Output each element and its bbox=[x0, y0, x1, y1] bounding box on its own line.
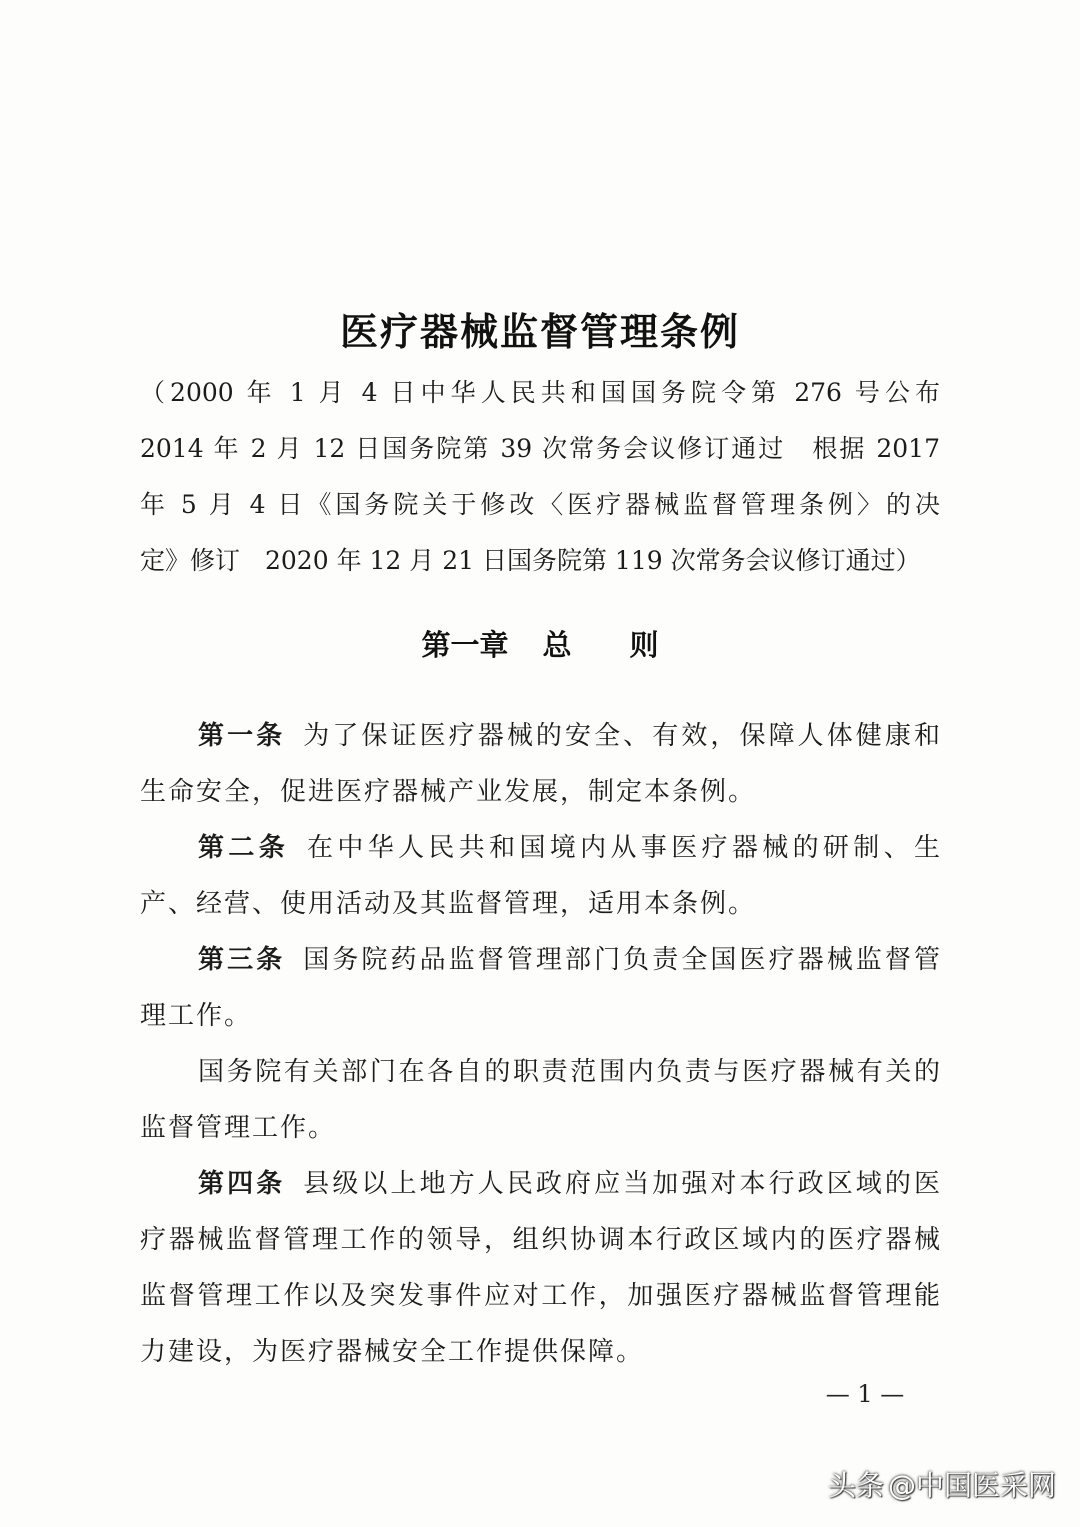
article-4-label: 第四条 bbox=[198, 1169, 286, 1199]
article-1-line: 生命安全，促进医疗器械产业发展，制定本条例。 bbox=[140, 777, 757, 807]
article-4-line: 疗器械监督管理工作的领导，组织协调本行政区域内的医疗器械 bbox=[140, 1225, 940, 1255]
revision-note-line: 2014 年 2 月 12 日国务院第 39 次常务会议修订通过 根据 2017 bbox=[140, 434, 940, 463]
article-3-line: 理工作。 bbox=[140, 1001, 253, 1031]
article-2-line bbox=[140, 820, 940, 876]
source-watermark bbox=[828, 1466, 1056, 1506]
article-1-line bbox=[140, 708, 940, 764]
page-number: — 1 — bbox=[825, 1380, 905, 1408]
article-4-line: 监督管理工作以及突发事件应对工作，加强医疗器械监督管理能 bbox=[140, 1281, 940, 1311]
articles bbox=[140, 708, 940, 1380]
article-4-text: 县级以上地方人民政府应当加强对本行政区域的医 bbox=[303, 1169, 940, 1199]
article-1-text: 为了保证医疗器械的安全、有效，保障人体健康和 bbox=[303, 721, 940, 751]
document-title: 医疗器械监督管理条例 bbox=[339, 309, 740, 354]
chapter-name-a: 总 bbox=[542, 628, 572, 662]
article-3-label: 第三条 bbox=[198, 945, 286, 975]
article-3-text: 国务院药品监督管理部门负责全国医疗器械监督管 bbox=[303, 945, 940, 975]
article-2-label: 第二条 bbox=[198, 833, 290, 863]
chapter-heading bbox=[0, 617, 1080, 673]
article-3-paragraph-2-line: 国务院有关部门在各自的职责范围内负责与医疗器械有关的 bbox=[198, 1057, 940, 1087]
article-4-line: 力建设，为医疗器械安全工作提供保障。 bbox=[140, 1337, 645, 1367]
revision-note bbox=[140, 365, 940, 589]
article-1-label: 第一条 bbox=[198, 721, 286, 751]
article-3-paragraph-2-line: 监督管理工作。 bbox=[140, 1113, 337, 1143]
article-4-line bbox=[140, 1156, 940, 1212]
revision-note-line: （2000 年 1 月 4 日中华人民共和国国务院令第 276 号公布 bbox=[140, 378, 940, 407]
article-2-line: 产、经营、使用活动及其监督管理，适用本条例。 bbox=[140, 889, 757, 919]
watermark-source: 头条 bbox=[827, 1469, 884, 1502]
chapter-number: 第一章 bbox=[421, 628, 509, 662]
article-2-text: 在中华人民共和国境内从事医疗器械的研制、生 bbox=[307, 833, 940, 863]
revision-note-line: 年 5 月 4 日《国务院关于修改〈医疗器械监督管理条例〉的决 bbox=[140, 490, 940, 519]
revision-note-line: 定》修订 2020 年 12 月 21 日国务院第 119 次常务会议修订通过） bbox=[140, 546, 921, 575]
chapter-name-b: 则 bbox=[629, 628, 659, 662]
article-3-line bbox=[140, 932, 940, 988]
watermark-account: @中国医采网 bbox=[887, 1469, 1056, 1502]
